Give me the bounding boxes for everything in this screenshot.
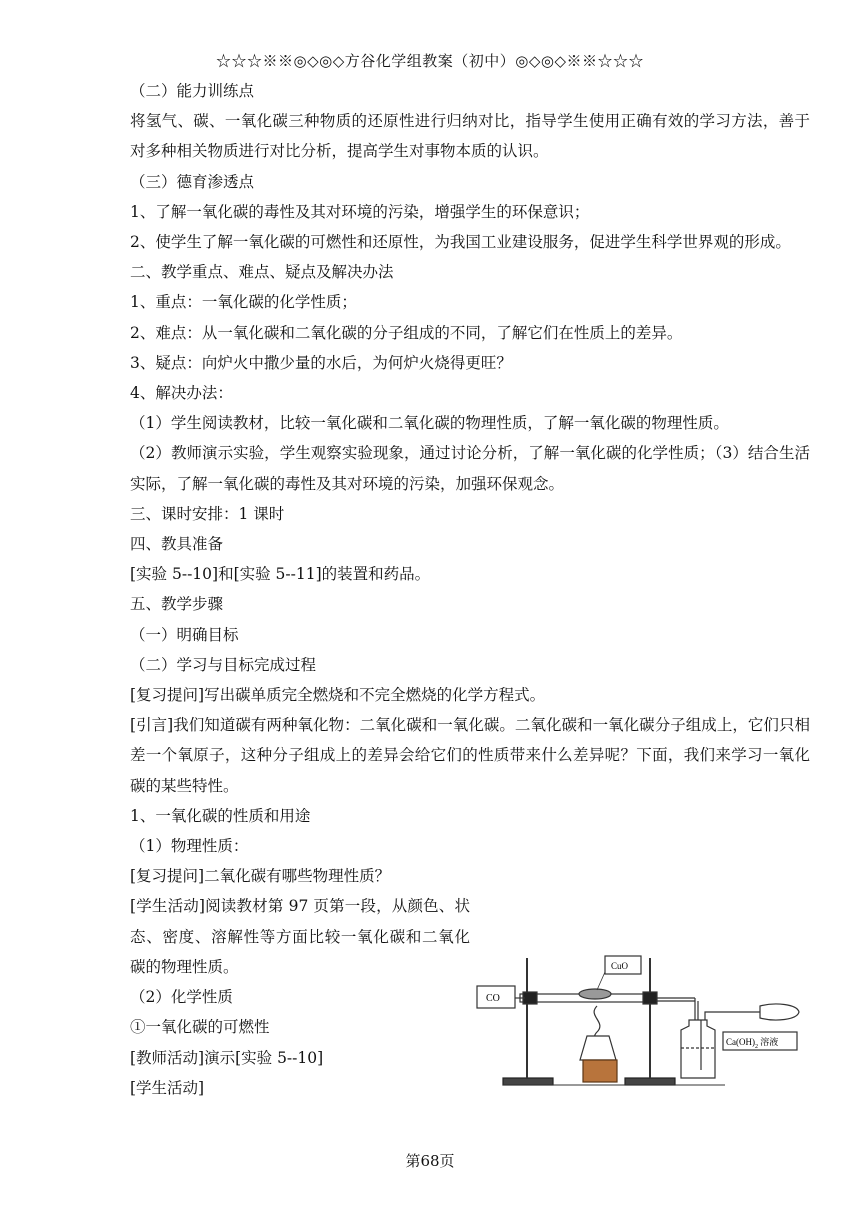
paragraph: [复习提问]写出碳单质完全燃烧和不完全燃烧的化学方程式。 [130, 686, 546, 705]
section-heading: （一）明确目标 [130, 625, 239, 644]
section-heading: （二）学习与目标完成过程 [130, 655, 317, 674]
balloon [760, 1004, 799, 1020]
section-heading: 五、教学步骤 [130, 595, 224, 614]
apparatus-diagram [475, 948, 805, 1088]
page-header: ☆☆☆※※◎◇◎◇方谷化学组教案（初中）◎◇◎◇※※☆☆☆ [216, 52, 644, 70]
paragraph: [实验 5--10]和[实验 5--11]的装置和药品。 [130, 565, 431, 584]
cuo-label: CuO [611, 961, 629, 971]
paragraph: [学生活动]阅读教材第 97 页第一段，从颜色、状态、密度、溶解性等方面比较一氧化碳和二氧化碳的物理性质。 [130, 897, 470, 976]
section-heading: 四、教具准备 [130, 535, 224, 554]
left-stand-base [503, 1078, 553, 1085]
co-label: CO [486, 993, 500, 1004]
section-heading: 三、课时安排：1 课时 [130, 504, 285, 523]
limewater-label: $Ca(OH)_2$ 溶液 [726, 1037, 779, 1050]
section-heading: （三）德育渗透点 [130, 172, 255, 191]
section-heading: 二、教学重点、难点、疑点及解决办法 [130, 263, 394, 282]
section-heading: 1、一氧化碳的性质和用途 [130, 806, 311, 825]
paragraph: [教师活动]演示[实验 5--10] [130, 1048, 324, 1067]
alcohol-lamp [580, 1036, 616, 1060]
list-item: 2、难点：从一氧化碳和二氧化碳的分子组成的不同，了解它们在性质上的差异。 [130, 323, 683, 342]
section-heading: （2）化学性质 [130, 988, 233, 1007]
section-heading: ①一氧化碳的可燃性 [130, 1018, 270, 1037]
paragraph: （2）教师演示实验，学生观察实验现象，通过讨论分析，了解一氧化碳的化学性质；（3）结合生活实际，了解一氧化碳的毒性及其对环境的污染，加强环保观念。 [130, 444, 810, 493]
list-item: 1、了解一氧化碳的毒性及其对环境的污染，增强学生的环保意识； [130, 202, 590, 221]
section-heading: （1）物理性质： [130, 837, 249, 856]
wooden-block [583, 1060, 617, 1082]
left-clamp [523, 992, 537, 1004]
list-item: 1、重点：一氧化碳的化学性质； [130, 293, 357, 312]
paragraph: 将氢气、碳、一氧化碳三种物质的还原性进行归纳对比，指导学生使用正确有效的学习方法，善于对多种相关物质进行对比分析，提高学生对事物本质的认识。 [130, 112, 810, 161]
experiment-apparatus-figure [475, 948, 805, 1088]
gas-collection-bottle [681, 1020, 715, 1078]
paragraph: [学生活动] [130, 1078, 205, 1097]
list-item: 3、疑点：向炉火中撒少量的水后，为何炉火烧得更旺？ [130, 353, 512, 372]
section-heading: （二）能力训练点 [130, 82, 255, 100]
right-stand-base [625, 1078, 675, 1085]
cuo-powder [579, 989, 611, 999]
paragraph: [复习提问]二氧化碳有哪些物理性质？ [130, 867, 391, 886]
right-clamp [643, 992, 657, 1004]
list-item: 4、解决办法： [130, 384, 233, 403]
page-number: 第68页 [405, 1152, 455, 1170]
paragraph: [引言]我们知道碳有两种氧化物：二氧化碳和一氧化碳。二氧化碳和一氧化碳分子组成上，它们只相差一个氧原子，这种分子组成上的差异会给它们的性质带来什么差异呢？下面，我们来学习一氧化碳的某些特性。 [130, 716, 810, 795]
balloon-tube [705, 1012, 760, 1020]
list-item: （1）学生阅读教材，比较一氧化碳和二氧化碳的物理性质，了解一氧化碳的物理性质。 [130, 414, 729, 433]
list-item: 2、使学生了解一氧化碳的可燃性和还原性，为我国工业建设服务，促进学生科学世界观的形成。 [130, 233, 791, 252]
